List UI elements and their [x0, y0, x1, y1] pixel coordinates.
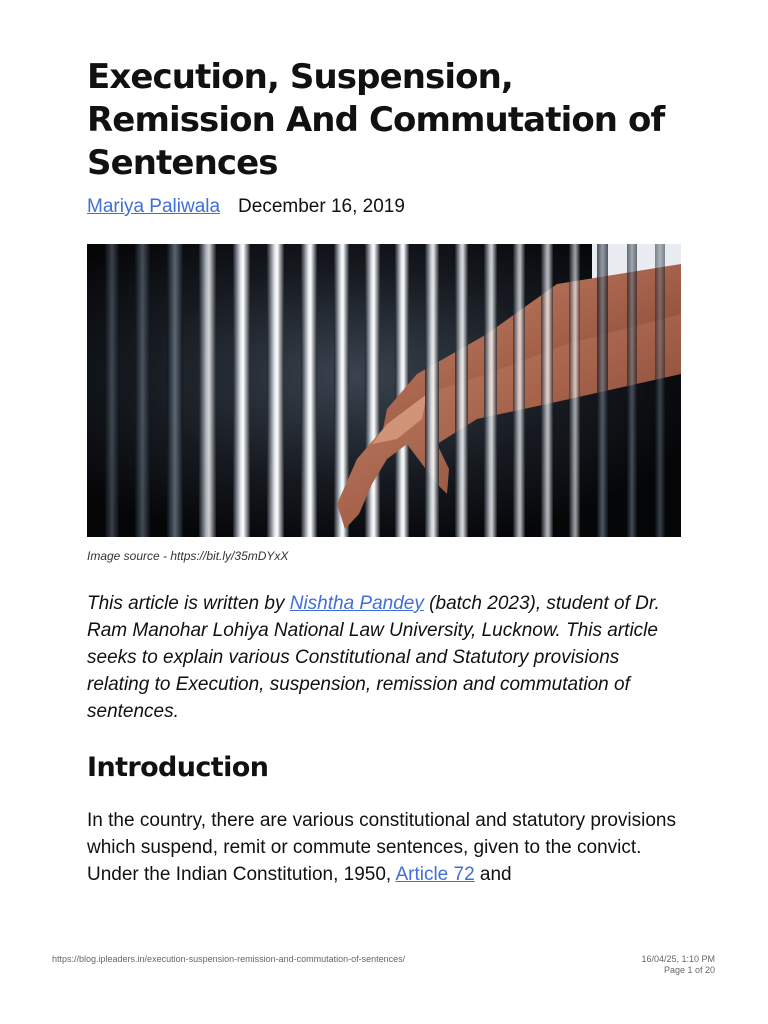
contributor-link[interactable]: Nishtha Pandey — [289, 593, 424, 614]
author-link[interactable]: Mariya Paliwala — [87, 196, 221, 217]
hero-image-prison-bars — [87, 244, 681, 537]
bars-right — [425, 244, 665, 537]
image-caption: Image source - https://bit.ly/35mDYxX — [87, 549, 289, 563]
body-text-1: In the country, there are various constitutional and statutory provisions which suspend, remit or commute sentences, given to the convict. Under the Indian Constitution, 1950, — [87, 810, 676, 885]
section-heading-introduction: Introduction — [87, 752, 269, 783]
footer-url: https://blog.ipleaders.in/execution-suspension-remission-and-commutation-of-sentences/ — [52, 954, 406, 964]
publish-date: December 16, 2019 — [238, 196, 405, 217]
prison-bars-illustration — [87, 244, 681, 537]
body-paragraph — [87, 807, 681, 888]
article-72-link[interactable]: Article 72 — [395, 864, 475, 885]
intro-paragraph — [87, 590, 681, 725]
footer-page-info — [641, 954, 715, 976]
article-title: Execution, Suspension, Remission And Commutation of Sentences — [87, 57, 665, 183]
intro-text-2: (batch 2023), student of Dr. Ram Manohar Lohiya National Law University, Lucknow. This article seeks to explain various Constitutional and Statutory provisions relating to Execution, suspension, remission and commutation of sentences. — [87, 593, 660, 722]
footer-page-number: Page 1 of 20 — [663, 965, 715, 975]
footer-datetime: 16/04/25, 1:10 PM — [641, 954, 715, 964]
body-text-2: and — [474, 864, 512, 885]
article-meta — [87, 194, 681, 220]
article — [87, 56, 681, 888]
intro-text-1: This article is written by — [87, 593, 290, 614]
